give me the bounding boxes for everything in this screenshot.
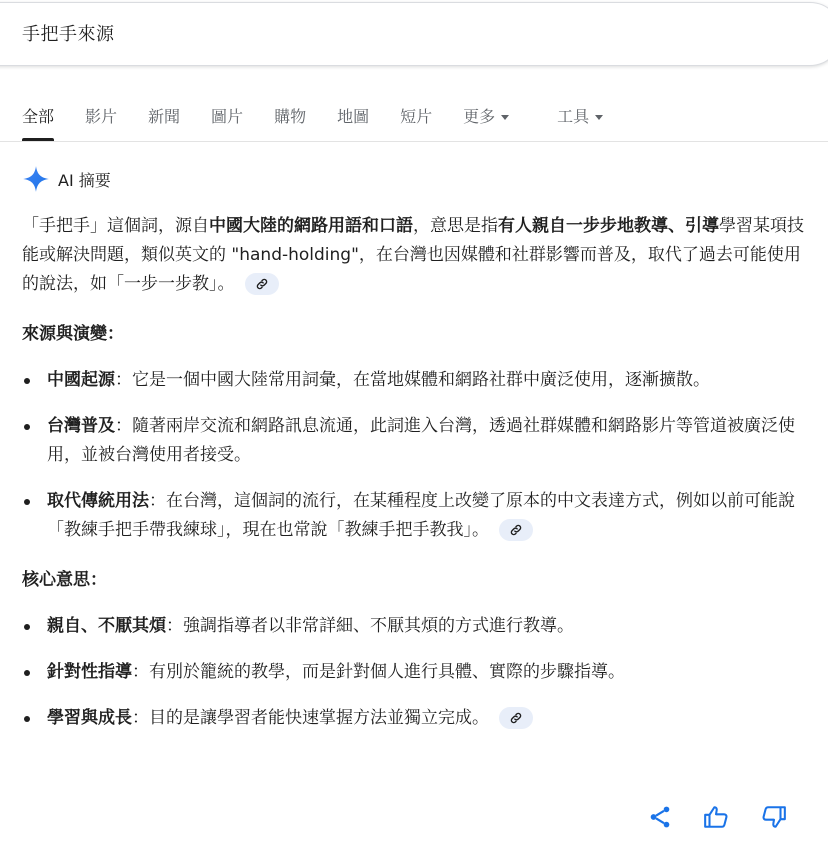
bullet-list <box>22 612 812 733</box>
bullet-list <box>22 366 812 545</box>
tabs-divider <box>0 141 828 142</box>
list-item-term: 學習與成長 <box>47 708 132 728</box>
list-item <box>22 366 812 395</box>
search-input[interactable]: 手把手來源 <box>22 24 115 45</box>
tab-more-label: 更多 <box>463 107 496 126</box>
list-item-text: ：有別於籠統的教學，而是針對個人進行具體、實際的步驟指導。 <box>132 662 625 682</box>
list-item-text: ：它是一個中國大陸常用詞彙，在當地媒體和網路社群中廣泛使用，逐漸擴散。 <box>115 370 710 390</box>
thumbs-down-icon <box>761 804 787 830</box>
list-item-term: 台灣普及 <box>47 416 115 436</box>
feedback-actions <box>646 803 788 831</box>
chevron-down-icon <box>501 115 509 120</box>
list-item-term: 針對性指導 <box>47 662 132 682</box>
intro-paragraph <box>22 212 812 299</box>
section-title: 核心意思： <box>22 570 107 590</box>
tab-all[interactable]: 全部 <box>22 104 54 141</box>
list-item <box>22 704 812 733</box>
list-item-term: 取代傳統用法 <box>47 491 149 511</box>
section-title: 來源與演變： <box>22 324 124 344</box>
source-link-button[interactable] <box>245 273 279 295</box>
intro-text: ，意思是指 <box>413 216 498 236</box>
intro-text: 學習某項技能或解決問題，類似英文的 "hand-holding"，在台灣也因媒體和社群影響而普及，取代了過去可能使用的說法，如「一步一步教」。 <box>22 216 804 294</box>
list-item-term: 親自、不厭其煩 <box>47 616 166 636</box>
thumbs-down-button[interactable] <box>760 803 788 831</box>
tab-images[interactable]: 圖片 <box>211 107 244 126</box>
list-item-text: ：隨著兩岸交流和網路訊息流通，此詞進入台灣，透過社群媒體和網路影片等管道被廣泛使用，並被台灣使用者接受。 <box>47 416 795 465</box>
list-item-text: ：強調指導者以非常詳細、不厭其煩的方式進行教導。 <box>166 616 574 636</box>
tab-more[interactable] <box>463 104 509 141</box>
list-item <box>22 412 812 470</box>
source-link-button[interactable] <box>499 519 533 541</box>
source-link-button[interactable] <box>499 707 533 729</box>
search-bar[interactable] <box>0 2 828 66</box>
tab-shopping[interactable]: 購物 <box>274 107 307 126</box>
link-icon <box>509 523 523 537</box>
tab-tools-label: 工具 <box>557 107 590 126</box>
share-icon <box>647 804 673 830</box>
tab-shorts[interactable]: 短片 <box>400 107 433 126</box>
sparkle-icon <box>22 165 50 193</box>
thumbs-up-button[interactable] <box>702 803 730 831</box>
list-item <box>22 487 812 545</box>
search-tabs <box>22 104 634 141</box>
intro-bold: 有人親自一步步地教導、引導 <box>498 216 719 236</box>
ai-overview-title: AI 摘要 <box>58 170 111 190</box>
thumbs-up-icon <box>703 804 729 830</box>
list-item <box>22 612 812 641</box>
tab-maps[interactable]: 地圖 <box>337 107 370 126</box>
link-icon <box>509 711 523 725</box>
share-button[interactable] <box>646 803 674 831</box>
list-item-text: ：在台灣，這個詞的流行，在某種程度上改變了原本的中文表達方式，例如以前可能說「教練手把手帶我練球」，現在也常說「教練手把手教我」。 <box>47 491 795 540</box>
chevron-down-icon <box>595 115 603 120</box>
ai-overview-header <box>22 165 111 193</box>
list-item-term: 中國起源 <box>47 370 115 390</box>
list-item <box>22 658 812 687</box>
link-icon <box>255 277 269 291</box>
intro-text: 「手把手」這個詞，源自 <box>22 216 209 236</box>
intro-bold: 中國大陸的網路用語和口語 <box>209 216 413 236</box>
ai-overview-content <box>22 212 812 733</box>
tab-videos[interactable]: 影片 <box>85 107 118 126</box>
tab-news[interactable]: 新聞 <box>148 107 181 126</box>
list-item-text: ：目的是讓學習者能快速掌握方法並獨立完成。 <box>132 708 489 728</box>
tab-tools[interactable] <box>557 104 603 141</box>
